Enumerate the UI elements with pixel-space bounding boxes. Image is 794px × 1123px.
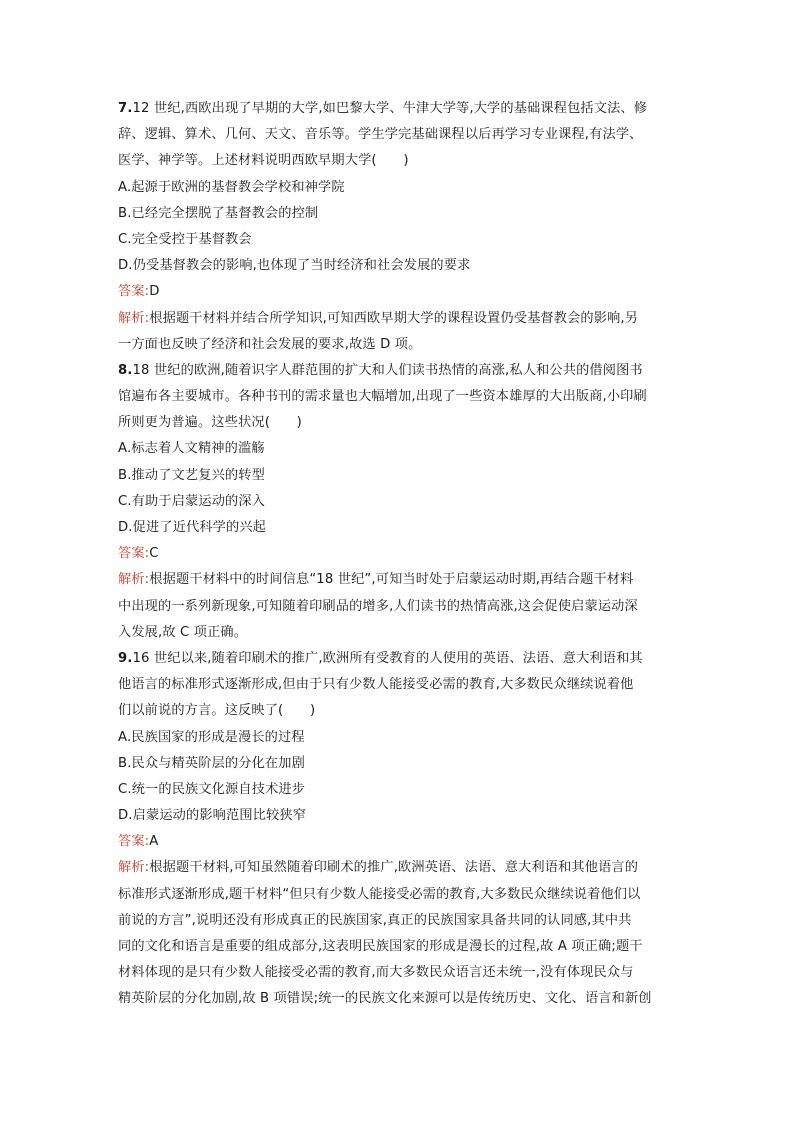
question-stem-line: [118, 148, 680, 174]
analysis-text: 中出现的一系列新现象,可知随着印刷品的增多,人们读书的热情高涨,这会促使启蒙运动深: [118, 598, 638, 614]
question-content: [118, 96, 680, 1013]
question-stem-text: 18 世纪的欧洲,随着识字人群范围的扩大和人们读书热情的高涨,私人和公共的借阅图书: [132, 362, 643, 378]
question-stem-text: 们以前说的方言。这反映了( ): [118, 703, 316, 719]
analysis-text: 根据题干材料,可知虽然随着印刷术的推广,欧洲英语、法语、意大利语和其他语言的: [149, 860, 639, 876]
question-number: 7.: [118, 101, 133, 116]
analysis-line: [118, 594, 680, 620]
answer-option: C.统一的民族文化源自技术进步: [118, 781, 306, 797]
analysis-text: 根据题干材料并结合所学知识,可知西欧早期大学的课程设置仍受基督教会的影响,另: [149, 310, 639, 326]
question-stem-line: [118, 358, 680, 384]
answer-option: B.推动了文艺复兴的转型: [118, 467, 265, 483]
question-stem-line: [118, 698, 680, 724]
question-stem-text: 16 世纪以来,随着印刷术的推广,欧洲所有受教育的人使用的英语、法语、意大利语和其: [132, 650, 643, 666]
analysis-text: 入发展,故 C 项正确。: [118, 624, 248, 640]
question-stem-line: [118, 384, 680, 410]
answer-label: 答案:: [118, 834, 150, 850]
analysis-line: [118, 855, 680, 881]
answer-option: D.促进了近代科学的兴起: [118, 520, 267, 535]
answer-option: C.有助于启蒙运动的深入: [118, 493, 266, 509]
analysis-line: [118, 882, 680, 908]
question-stem-line: [118, 672, 680, 698]
question-stem-line: [118, 122, 680, 148]
analysis-text: 精英阶层的分化加剧,故 B 项错误;统一的民族文化来源可以是传统历史、文化、语言和新创: [118, 991, 652, 1007]
question-stem-text: 他语言的标准形式逐渐形成,但由于只有少数人能接受必需的教育,大多数民众继续说着他: [118, 677, 634, 693]
answer-option: A.民族国家的形成是漫长的过程: [118, 729, 305, 745]
question-block: [118, 646, 680, 1013]
answer-option: D.启蒙运动的影响范围比较狭窄: [118, 808, 307, 824]
question-number: 9.: [118, 650, 133, 666]
answer-label: 答案:: [118, 546, 150, 562]
analysis-line: [118, 960, 680, 986]
analysis-line: [118, 620, 680, 646]
question-number: 8.: [118, 362, 133, 378]
question-stem-line: [118, 646, 680, 672]
question-stem-text: 12 世纪,西欧出现了早期的大学,如巴黎大学、牛津大学等,大学的基础课程包括文法、修: [132, 101, 648, 116]
analysis-line: [118, 908, 680, 934]
question-stem-text: 所则更为普遍。这些状况( ): [118, 415, 302, 431]
question-stem-text: 辞、逻辑、算术、几何、天文、音乐等。学生学完基础课程以后再学习专业课程,有法学、: [118, 127, 643, 143]
analysis-text: 一方面也反映了经济和社会发展的要求,故选 D 项。: [118, 336, 422, 352]
question-stem-text: 馆遍布各主要城市。各种书刊的需求量也大幅增加,出现了一些资本雄厚的大出版商,小印刷: [118, 389, 647, 405]
analysis-text: 前说的方言”,说明还没有形成真正的民族国家,真正的民族国家具备共同的认同感,其中共: [118, 912, 632, 928]
answer-line: [118, 279, 680, 305]
answer-option: D.仍受基督教会的影响,也体现了当时经济和社会发展的要求: [118, 258, 471, 274]
answer-option: A.标志着人文精神的滥觞: [118, 441, 265, 457]
question-stem-line: [118, 96, 680, 122]
analysis-line: [118, 567, 680, 593]
analysis-text: 同的文化和语言是重要的组成部分,这表明民族国家的形成是漫长的过程,故 A 项正确;题干: [118, 939, 643, 954]
analysis-text: 标准形式逐渐形成,题干材料“但只有少数人能接受必需的教育,大多数民众继续说着他们以: [118, 886, 641, 902]
analysis-line: [118, 986, 680, 1012]
answer-value: C: [149, 546, 159, 562]
question-block: [118, 358, 680, 646]
analysis-label: 解析:: [118, 572, 150, 588]
analysis-label: 解析:: [118, 310, 150, 326]
analysis-line: [118, 934, 680, 960]
question-block: [118, 96, 680, 358]
answer-option: B.民众与精英阶层的分化在加剧: [118, 755, 305, 771]
analysis-label: 解析:: [118, 860, 150, 876]
analysis-text: 根据题干材料中的时间信息“18 世纪”,可知当时处于启蒙运动时期,再结合题干材料: [149, 572, 634, 588]
question-stem-text: 医学、神学等。上述材料说明西欧早期大学( ): [118, 153, 409, 169]
answer-value: A: [149, 834, 159, 850]
answer-value: D: [149, 284, 160, 300]
answer-option: A.起源于欧洲的基督教会学校和神学院: [118, 179, 345, 195]
analysis-line: [118, 306, 680, 332]
analysis-text: 材料体现的是只有少数人能接受必需的教育,而大多数民众语言还未统一,没有体现民众与: [118, 965, 634, 981]
analysis-line: [118, 332, 680, 358]
answer-label: 答案:: [118, 284, 150, 300]
answer-line: [118, 541, 680, 567]
answer-option: B.已经完全摆脱了基督教会的控制: [118, 205, 319, 221]
answer-option: C.完全受控于基督教会: [118, 231, 252, 247]
answer-line: [118, 829, 680, 855]
question-stem-line: [118, 410, 680, 436]
